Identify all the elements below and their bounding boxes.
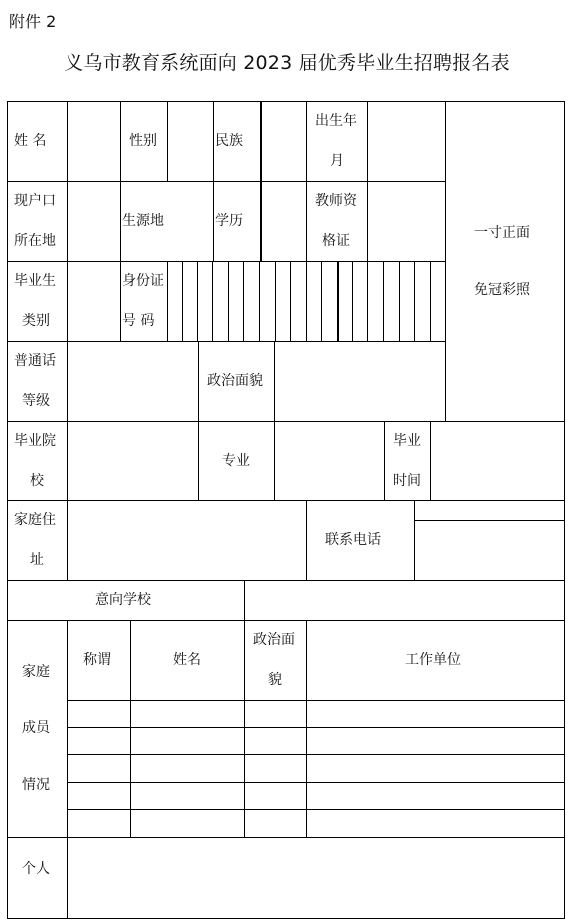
col-line [67,620,68,918]
col-line [384,421,385,501]
row-line [67,727,565,728]
id-label: 身份证 [122,273,164,289]
phone-label: 联系电话 [325,532,381,548]
gender-label: 性别 [129,133,157,149]
row-line [67,700,565,701]
col-line [367,101,368,261]
grad-time-label: 毕业 [393,433,421,449]
attachment-label: 附件 2 [9,12,57,31]
row-line [414,520,565,521]
frame-right [564,101,565,919]
col-line [414,500,415,580]
col-line [130,620,131,837]
col-line [67,341,68,501]
col-line [445,101,446,421]
cert-label: 教师资 [315,193,357,209]
address-label: 家庭住 [14,512,56,528]
frame-left [7,101,8,919]
col-line [213,101,214,261]
col-line [244,620,245,837]
family-name-label: 姓名 [173,652,201,668]
photo-label-line2: 免冠彩照 [474,282,530,298]
mandarin-label: 普通话 [14,353,56,369]
family-political-label-line2: 貌 [268,672,282,688]
major-label: 专业 [222,453,250,469]
id-label-line2: 号 码 [122,313,155,329]
grad-time-label-line2: 时间 [393,473,421,489]
birth-label: 出生年 [315,113,357,129]
grad-type-label-line2: 类别 [22,313,50,329]
col-line [430,421,431,501]
col-line [260,101,262,261]
family-label-line2: 成员 [22,720,50,736]
family-label-line3: 情况 [22,777,50,793]
row-line [7,261,445,262]
col-line [67,500,68,580]
school-label-line2: 校 [30,473,44,489]
col-line [198,341,199,501]
col-line [306,101,307,261]
grad-type-label: 毕业生 [14,273,56,289]
row-line [67,754,565,755]
row-line [7,500,565,501]
family-label: 家庭 [22,664,50,680]
col-line [274,341,275,501]
ethnicity-label: 民族 [215,133,243,149]
birth-label-line2: 月 [330,153,344,169]
row-line [67,782,565,783]
photo-label: 一寸正面 [474,225,530,241]
form-title: 义乌市教育系统面向 2023 届优秀毕业生招聘报名表 [64,52,510,74]
col-line [306,620,307,837]
relation-label: 称谓 [83,652,111,668]
hukou-label-line2: 所在地 [14,233,56,249]
family-political-label: 政治面 [253,632,295,648]
frame-top [7,101,565,102]
row-line [67,809,565,810]
col-line [120,101,121,341]
name-label: 姓 名 [14,133,47,149]
origin-label: 生源地 [122,213,164,229]
mandarin-label-line2: 等级 [22,393,50,409]
row-line [7,341,445,342]
education-label: 学历 [215,213,243,229]
cert-label-line2: 格证 [322,233,350,249]
row-line [7,837,565,838]
row-line [7,421,565,422]
col-line [244,580,245,620]
address-label-line2: 址 [30,552,44,568]
col-line [306,500,307,580]
personal-label: 个人 [22,861,50,877]
frame-bottom [7,918,565,919]
school-label: 毕业院 [14,433,56,449]
row-line [7,580,565,581]
political-label: 政治面貌 [207,373,263,389]
col-line [67,101,68,341]
work-unit-label: 工作单位 [405,652,461,668]
hukou-label: 现户口 [14,193,56,209]
col-line [167,101,168,181]
intended-school-label: 意向学校 [95,592,151,608]
row-line [7,181,445,182]
